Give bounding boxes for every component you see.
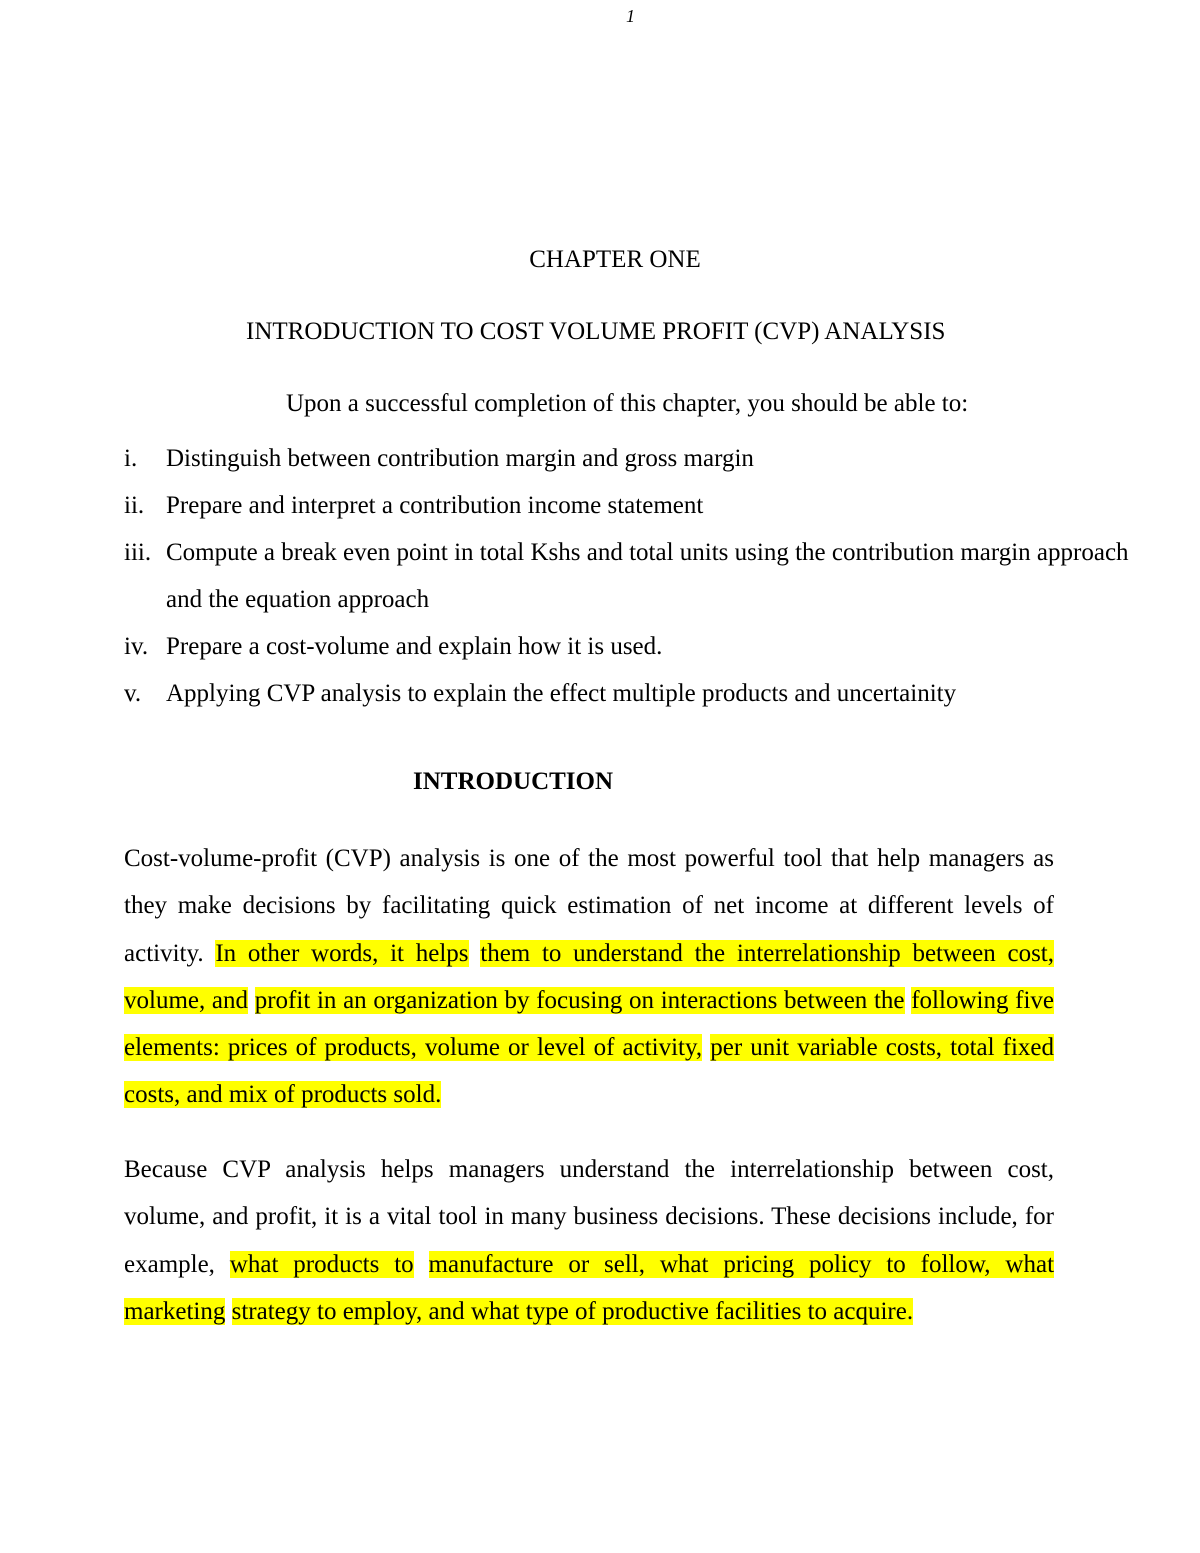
objective-item [124, 435, 1134, 482]
highlighted-text: strategy to employ, and what type of productive facilities to acquire. [231, 1297, 914, 1325]
objective-marker: ii. [124, 492, 145, 519]
chapter-title: INTRODUCTION TO COST VOLUME PROFIT (CVP) ANALYSIS [246, 318, 946, 345]
highlighted-text: profit in an organization by focusing on interactions between the [254, 986, 905, 1014]
objective-marker: iv. [124, 633, 149, 660]
objectives-list [124, 435, 1134, 717]
paragraph-text: Cost-volume-profit (CVP) analysis is one of the most powerful tool that help managers as they make decisions by facilitating quick estimation of net income at different levels of activity. [124, 845, 1054, 967]
highlighted-text: following five elements: prices of products, volume or level of activity, [124, 986, 1055, 1062]
objective-item [124, 670, 1134, 717]
objective-marker: i. [124, 445, 138, 472]
highlighted-text: per unit variable costs, total fixed costs, and mix of products sold. [124, 1034, 1055, 1109]
highlighted-text: In other words, it helps [215, 939, 469, 967]
objective-marker: iii. [124, 539, 152, 566]
objective-text: Prepare and interpret a contribution income statement [166, 492, 704, 519]
objective-item [124, 529, 1134, 623]
body-paragraph [124, 1146, 1054, 1335]
chapter-label: CHAPTER ONE [529, 246, 701, 273]
objective-marker: v. [124, 680, 142, 707]
highlighted-text: what products to [229, 1250, 414, 1278]
objective-text: Applying CVP analysis to explain the effect multiple products and uncertainity [166, 680, 957, 707]
objective-text: Prepare a cost-volume and explain how it is used. [166, 633, 663, 660]
objective-item [124, 623, 1134, 670]
body-paragraph [124, 835, 1054, 1119]
objective-text: Distinguish between contribution margin and gross margin [166, 445, 754, 472]
highlighted-text: them to understand the interrelationship between cost, volume, and [124, 939, 1055, 1014]
objective-text: Compute a break even point in total Kshs and total units using the contribution margin approach and the equation approach [166, 539, 1129, 613]
section-heading: INTRODUCTION [413, 768, 614, 795]
paragraph-text: Because CVP analysis helps managers understand the interrelationship between cost, volume, and profit, it is a vital tool in many business decisions. These decisions include, for example, [124, 1156, 1054, 1278]
page-number: 1 [626, 6, 635, 26]
objectives-intro: Upon a successful completion of this chapter, you should be able to: [286, 390, 969, 417]
highlighted-text: manufacture or sell, what pricing policy to follow, what marketing [124, 1250, 1055, 1325]
objective-item [124, 482, 1134, 529]
